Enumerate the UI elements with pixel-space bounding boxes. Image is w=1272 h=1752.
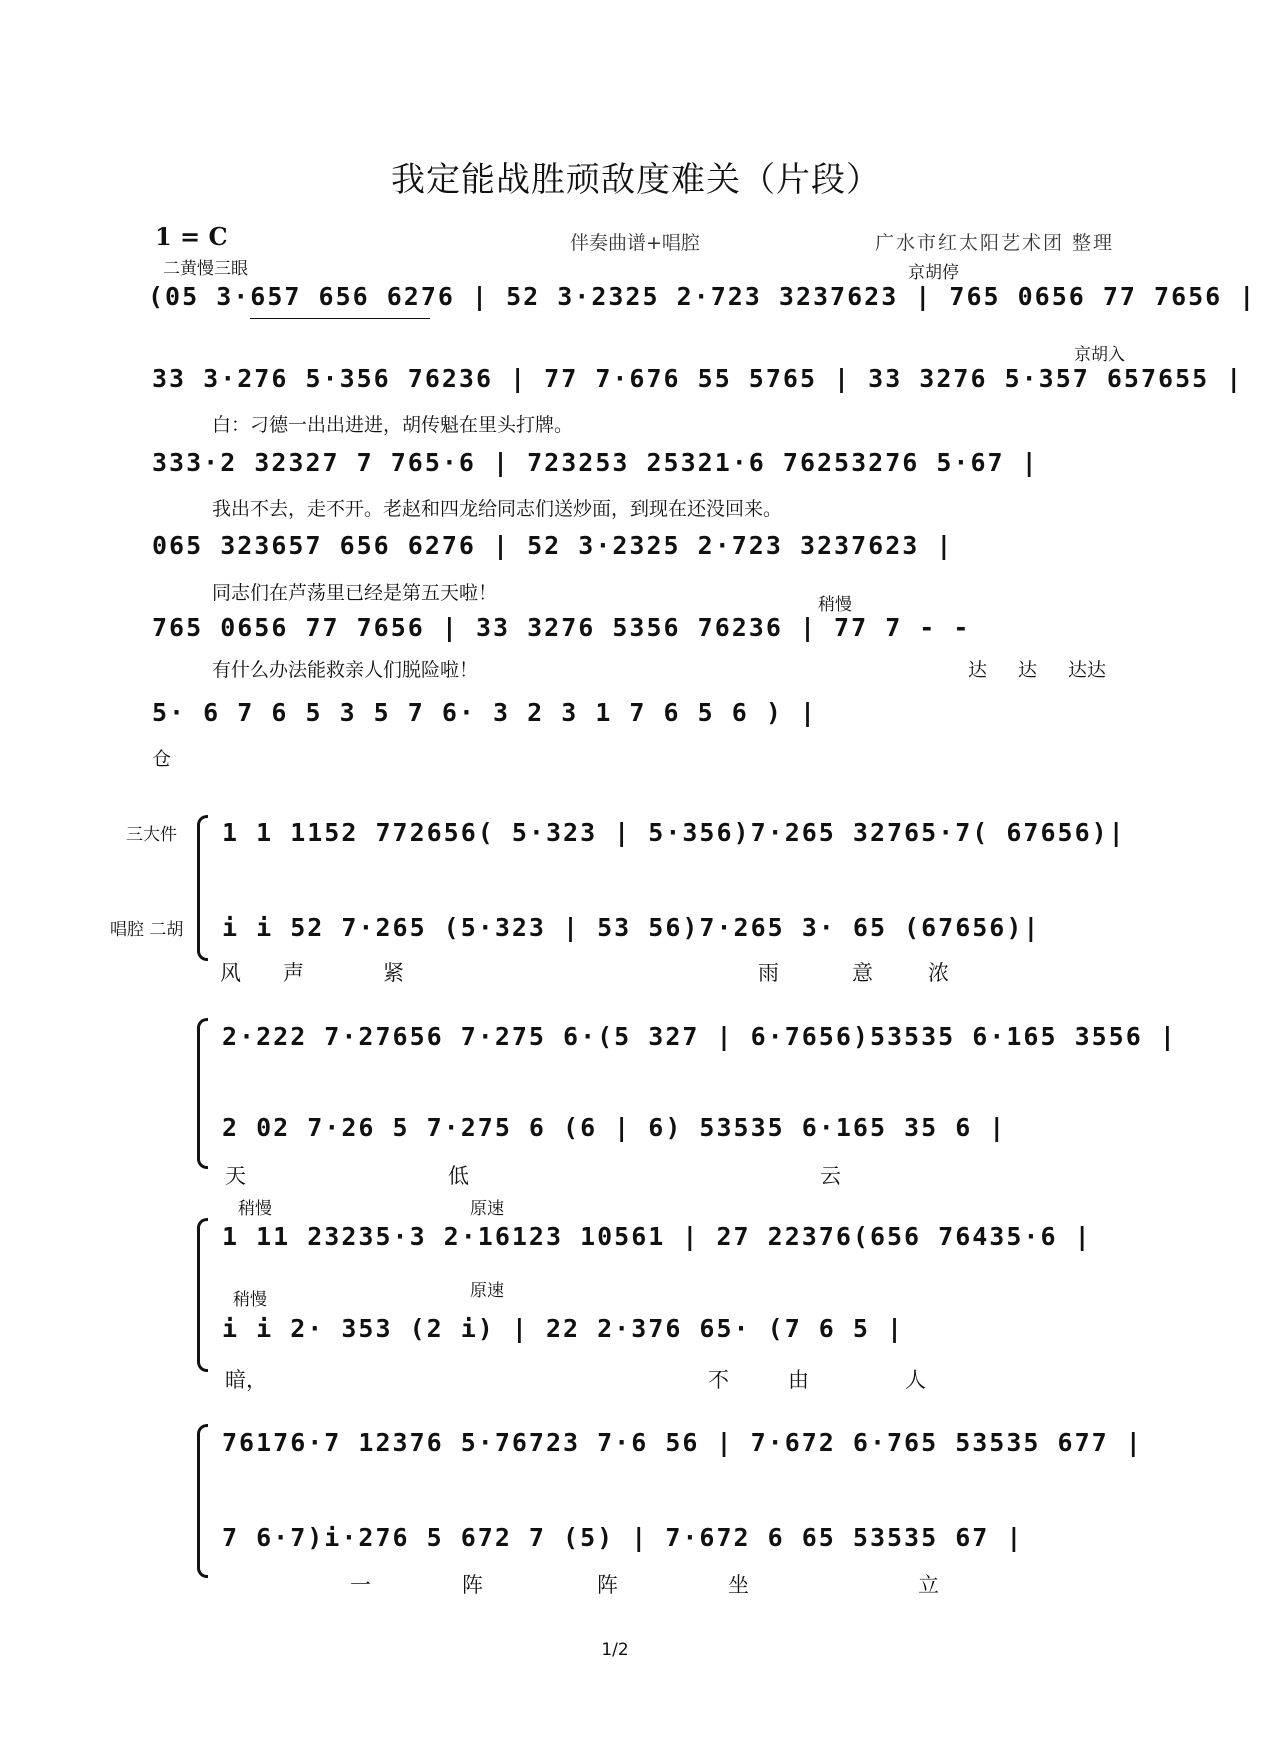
part-label-bottom: 唱腔 二胡 [110, 920, 184, 940]
lyric: 风 [220, 961, 241, 985]
system-3-top: 1 11 23235·3 2·16123 10561 | 27 22376(656 76435·6 | [222, 1222, 1092, 1251]
system-2-top: 2·222 7·27656 7·275 6·(5 327 | 6·7656)53535 6·165 3556 | [222, 1022, 1177, 1051]
intro-line-6: 5· 6 7 6 5 3 5 7 6· 3 2 3 1 7 6 5 6 ) | [152, 698, 817, 727]
system-brace-2 [197, 1018, 208, 1169]
lyric: 一 [350, 1573, 371, 1597]
system-brace-4 [197, 1424, 208, 1578]
annotation-jinghu-stop: 京胡停 [908, 263, 959, 283]
lyric: 意 [852, 961, 873, 985]
lyric: 由 [788, 1368, 809, 1392]
dialogue-line-4: 有什么办法能救亲人们脱险啦！ [212, 659, 479, 681]
page-title: 我定能战胜顽敌度难关（片段） [391, 160, 881, 200]
percussion-cang: 仓 [152, 748, 172, 770]
lyric: 人 [905, 1368, 926, 1392]
lyric: 紧 [383, 961, 404, 985]
system-brace-3 [197, 1218, 208, 1372]
system-brace-1 [197, 815, 208, 961]
intro-line-3: 333·2 32327 7 765·6 | 723253 25321·6 76253276 5·67 | [152, 448, 1039, 477]
lyric: 坐 [728, 1573, 749, 1597]
lyric: 声 [283, 961, 304, 985]
system-2-bottom: 2 02 7·26 5 7·275 6 (6 | 6) 53535 6·165 35 6 | [222, 1113, 1007, 1142]
intro-line-1: (05 3·657 656 6276 | 52 3·2325 2·723 3237623 | 765 0656 77 7656 | [148, 282, 1257, 311]
intro-line-2: 33 3·276 5·356 76236 | 77 7·676 55 5765 | 33 3276 5·357 657655 | [152, 364, 1244, 393]
intro-line-4: 065 323657 656 6276 | 52 3·2325 2·723 3237623 | [152, 531, 954, 560]
lyric: 不 [708, 1368, 729, 1392]
tempo-label: 二黄慢三眼 [163, 259, 248, 279]
percussion-dada: 达达 [1068, 659, 1107, 681]
subtitle: 伴奏曲谱+唱腔 [570, 232, 700, 254]
intro-line-5: 765 0656 77 7656 | 33 3276 5356 76236 | 77 7 - - [152, 613, 971, 642]
dialogue-line-1: 白：刁德一出出进进，胡传魁在里头打牌。 [212, 414, 574, 436]
key-signature: 1 = C [155, 222, 228, 251]
annotation-original-speed: 原速 [470, 1199, 504, 1219]
page-number: 1/2 [601, 1640, 629, 1660]
lyric: 阵 [597, 1573, 618, 1597]
annotation-original-speed: 原速 [470, 1281, 504, 1301]
percussion-da-2: 达 [1018, 659, 1038, 681]
system-3-bottom: i i 2· 353 (2 i) | 22 2·376 65· (7 6 5 | [222, 1314, 905, 1343]
dialogue-line-2: 我出不去，走不开。老赵和四龙给同志们送炒面，到现在还没回来。 [212, 498, 783, 520]
system-1-top: 1 1 1152 772656( 5·323 | 5·356)7·265 32765·7( 67656)| [222, 818, 1126, 847]
lyric: 阵 [462, 1573, 483, 1597]
annotation-jinghu-in: 京胡入 [1074, 345, 1125, 365]
dialogue-line-3: 同志们在芦荡里已经是第五天啦！ [212, 582, 498, 604]
annotation-slightly-slower: 稍慢 [233, 1290, 267, 1310]
system-4-top: 76176·7 12376 5·76723 7·6 56 | 7·672 6·765 53535 677 | [222, 1428, 1143, 1457]
arranger: 广水市红太阳艺术团 整理 [875, 232, 1115, 254]
lyric: 立 [918, 1573, 939, 1597]
system-4-bottom: 7 6·7)i·276 5 672 7 (5) | 7·672 6 65 53535 67 | [222, 1523, 1024, 1552]
lyric: 天 [225, 1164, 246, 1188]
annotation-slightly-slower: 稍慢 [238, 1199, 272, 1219]
part-label-top: 三大件 [126, 825, 177, 845]
lyric: 云 [820, 1164, 841, 1188]
annotation-slightly-slower: 稍慢 [818, 595, 852, 615]
underline [250, 318, 430, 319]
lyric: 低 [448, 1164, 469, 1188]
lyric: 浓 [928, 961, 949, 985]
lyric: 雨 [758, 961, 779, 985]
system-1-bottom: i i 52 7·265 (5·323 | 53 56)7·265 3· 65 (67656)| [222, 913, 1041, 942]
percussion-da-1: 达 [968, 659, 988, 681]
lyric: 暗， [225, 1368, 267, 1392]
